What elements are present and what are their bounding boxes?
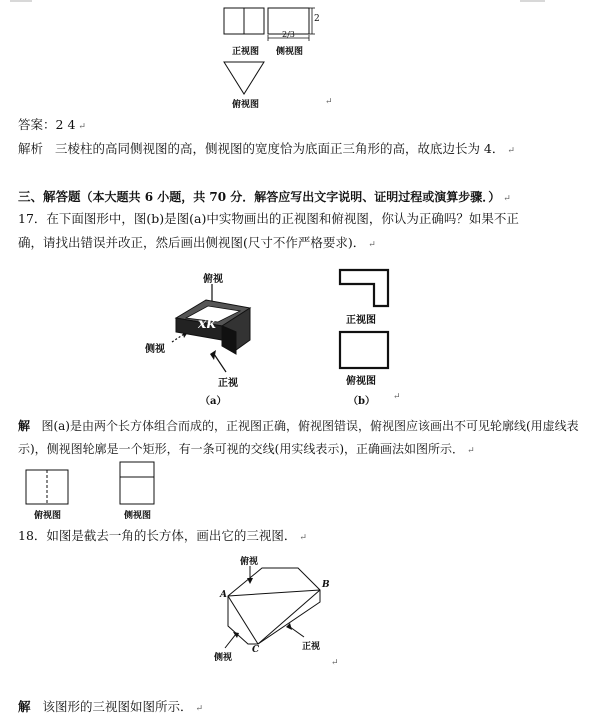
q18-solution-text: 该图形的三视图如图所示． <box>42 699 193 714</box>
answer-top-view-caption: 俯视图 <box>34 511 62 521</box>
fig-a-tag: （a） <box>200 396 227 407</box>
analysis-line: 解析 三棱柱的高同侧视图的高，侧视图的宽度恰为底面正三角形的高，故底边长为 4． ↵ <box>18 141 515 156</box>
q17-solution-line2: 示)，侧视图轮廓是一个矩形，有一条可视的交线(用实线表示)，正确画法如图所示． ↵ <box>18 442 475 456</box>
q18-point-c: C <box>252 645 260 655</box>
q18-point-b: B <box>322 580 330 590</box>
dim-width-label: 2/3 <box>282 30 295 39</box>
fig-a-label-side: 侧视 <box>145 344 165 355</box>
section-heading: 三、解答题（本大题共 6 小题，共 70 分．解答应写出文字说明、证明过程或演算步骤．） ↵ <box>18 189 511 204</box>
analysis-label: 解析 <box>18 141 44 156</box>
q18-line1: 18．如图是截去一角的长方体，画出它的三视图． ↵ <box>18 528 307 543</box>
top-front-view-caption: 正视图 <box>232 47 260 57</box>
paragraph-mark: ↵ <box>325 97 333 107</box>
q18-label-top: 俯视 <box>240 557 259 567</box>
q18-solution: 解 该图形的三视图如图所示． ↵ <box>18 699 203 714</box>
q17-solution-line1: 解 图(a)是由两个长方体组合而成的，正视图正确，俯视图错误，俯视图应该画出不可见轮廓线(用虚线表 <box>18 419 579 433</box>
q18-solution-label: 解 <box>18 699 31 714</box>
fig-b-front-view-caption: 正视图 <box>346 315 376 326</box>
q17-line2: 确，请找出错误并改正，然后画出侧视图(尺寸不作严格要求)． ↵ <box>18 235 376 250</box>
dim-height-label: 2 <box>314 14 320 24</box>
section-title: 三、解答题 <box>18 189 81 204</box>
paragraph-mark: ↵ <box>331 658 339 668</box>
answer-values: 2 4 <box>55 117 76 132</box>
q17-solution-label: 解 <box>18 419 31 433</box>
cut-cuboid-outline <box>228 568 320 644</box>
fig-b-tag: （b） <box>348 396 375 407</box>
fig-a-watermark: xk <box>198 316 217 332</box>
q18-label-front: 正视 <box>302 642 321 652</box>
q18-label-side: 侧视 <box>214 653 233 663</box>
fig-a-label-top: 俯视 <box>203 274 223 285</box>
q17-line1: 17．在下面图形中，图(b)是图(a)中实物画出的正视图和俯视图，你认为正确吗？如果不正 <box>18 211 519 226</box>
answer-line: 答案：2 4 ↵ <box>18 117 86 132</box>
answer-label: 答案： <box>18 117 56 132</box>
paragraph-mark: ↵ <box>393 392 401 402</box>
fig-b-top-view-caption: 俯视图 <box>346 376 376 387</box>
fig-a-label-front: 正视 <box>218 378 238 389</box>
analysis-text: 三棱柱的高同侧视图的高，侧视图的宽度恰为底面正三角形的高，故底边长为 4． <box>54 141 505 156</box>
top-side-view-caption: 侧视图 <box>276 47 304 57</box>
top-top-view-caption: 俯视图 <box>232 100 260 110</box>
q18-point-a: A <box>220 590 227 600</box>
section-note: （本大题共 6 小题，共 70 分．解答应写出文字说明、证明过程或演算步骤．） <box>80 190 501 204</box>
answer-side-view-caption: 侧视图 <box>124 511 152 521</box>
